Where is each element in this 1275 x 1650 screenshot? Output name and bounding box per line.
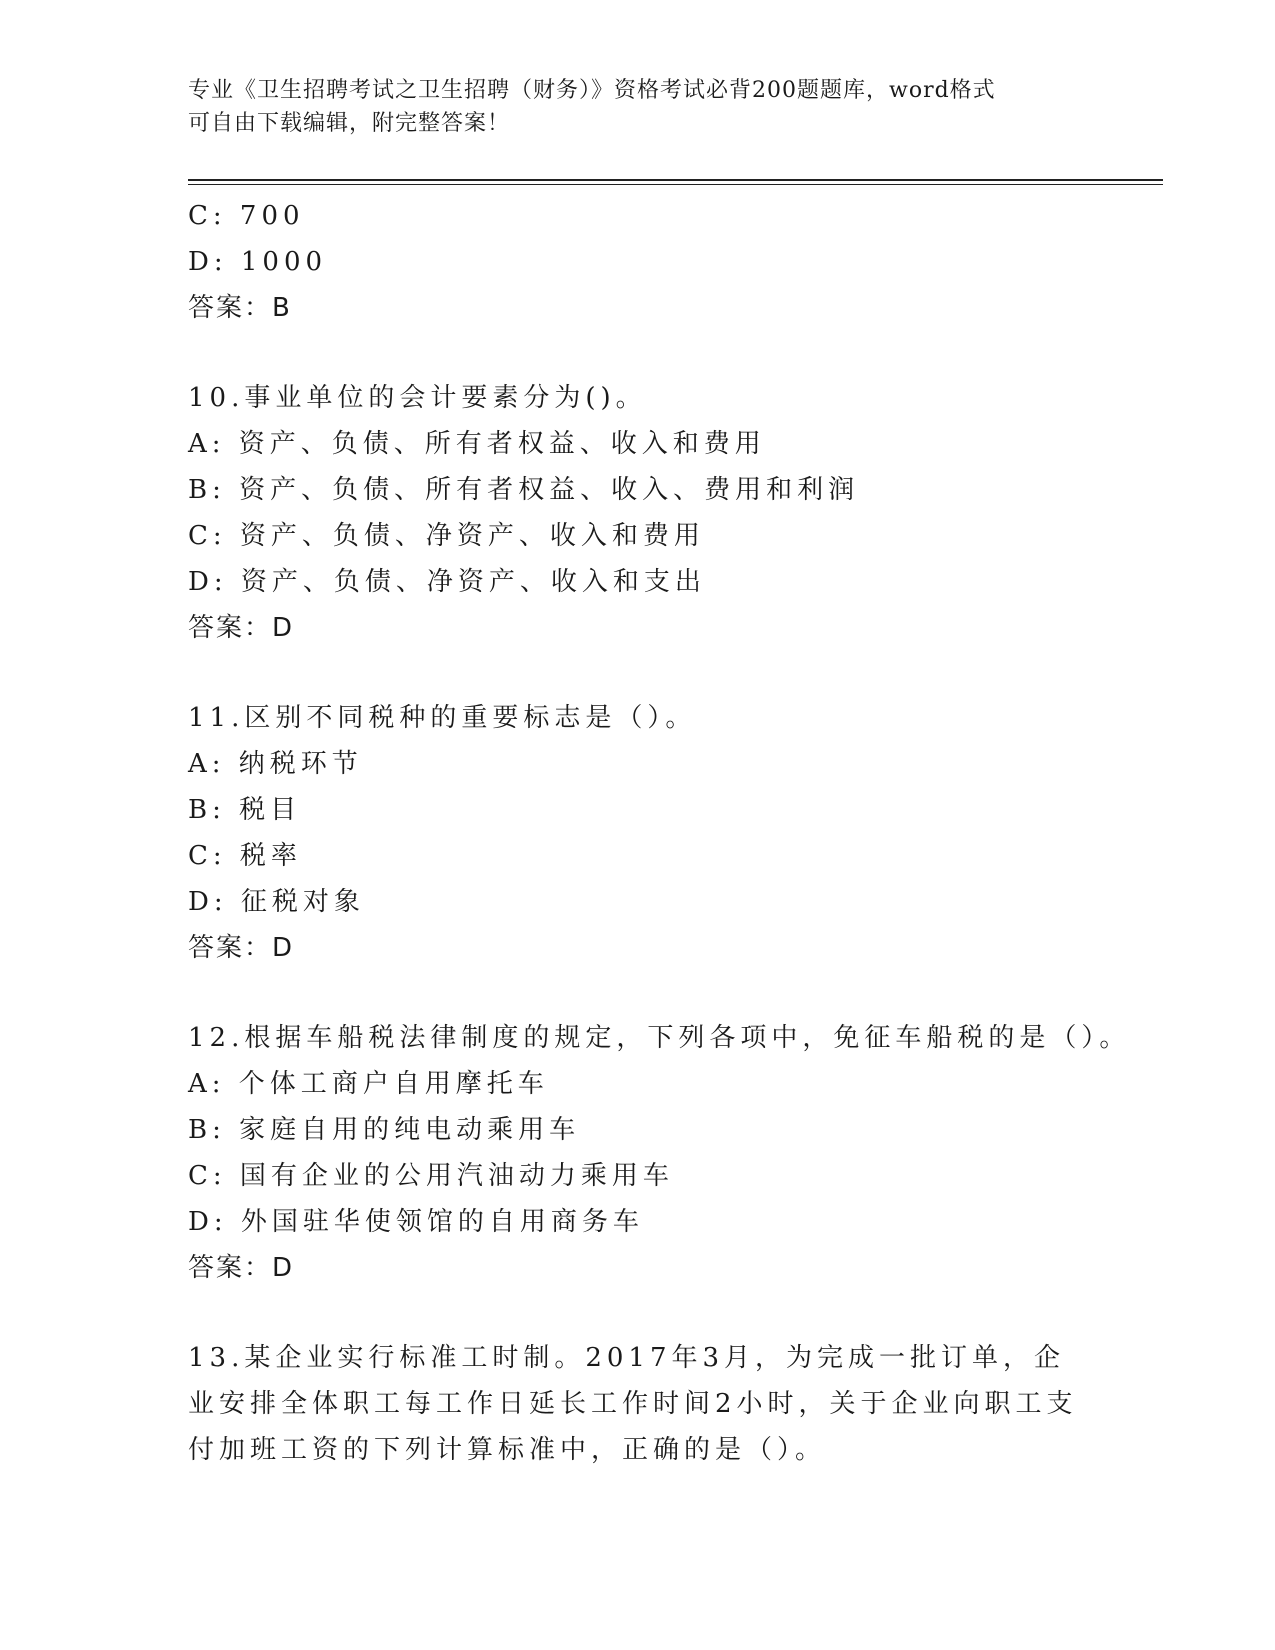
option-d: D: 资产、负债、净资产、收入和支出 [188,567,706,597]
question-list [188,193,1148,1473]
answer-label: 答案：D [188,1253,295,1283]
option-d: D: 征税对象 [188,887,365,917]
question-9-tail [188,193,1148,331]
question-11 [188,695,1148,971]
document-header [188,74,1088,140]
header-divider-thick [188,179,1163,181]
question-13 [188,1335,1148,1473]
option-c: C: 资产、负债、净资产、收入和费用 [188,521,705,551]
question-stem: 13.某企业实行标准工时制。2017年3月，为完成一批订单，企业安排全体职工每工作日延长工作时间2小时，关于企业向职工支付加班工资的下列计算标准中，正确的是（）。 [188,1343,1078,1465]
option-d: D: 1000 [188,247,328,277]
question-stem: 10.事业单位的会计要素分为()。 [188,383,647,413]
option-a: A: 资产、负债、所有者权益、收入和费用 [188,429,766,459]
answer-label: 答案：D [188,613,295,643]
header-title-line-1: 专业《卫生招聘考试之卫生招聘（财务）》资格考试必背200题题库，word格式 [188,78,996,103]
option-b: B: 家庭自用的纯电动乘用车 [188,1115,581,1145]
option-c: C: 国有企业的公用汽油动力乘用车 [188,1161,674,1191]
option-b: B: 税目 [188,795,302,825]
option-c: C: 700 [188,201,305,231]
header-divider-thin [188,184,1163,185]
question-12 [188,1015,1148,1291]
option-c: C: 税率 [188,841,302,871]
question-stem: 12.根据车船税法律制度的规定，下列各项中，免征车船税的是（）。 [188,1023,1131,1053]
spacer [188,1291,1148,1335]
header-title-line-2: 可自由下载编辑，附完整答案！ [188,111,511,136]
spacer [188,971,1148,1015]
question-10 [188,375,1148,651]
option-a: A: 个体工商户自用摩托车 [188,1069,549,1099]
spacer [188,331,1148,375]
answer-label: 答案：D [188,933,295,963]
option-b: B: 资产、负债、所有者权益、收入、费用和利润 [188,475,860,505]
option-d: D: 外国驻华使领馆的自用商务车 [188,1207,644,1237]
option-a: A: 纳税环节 [188,749,363,779]
question-stem: 11.区别不同税种的重要标志是（）。 [188,703,697,733]
answer-label: 答案：B [188,293,292,323]
spacer [188,651,1148,695]
